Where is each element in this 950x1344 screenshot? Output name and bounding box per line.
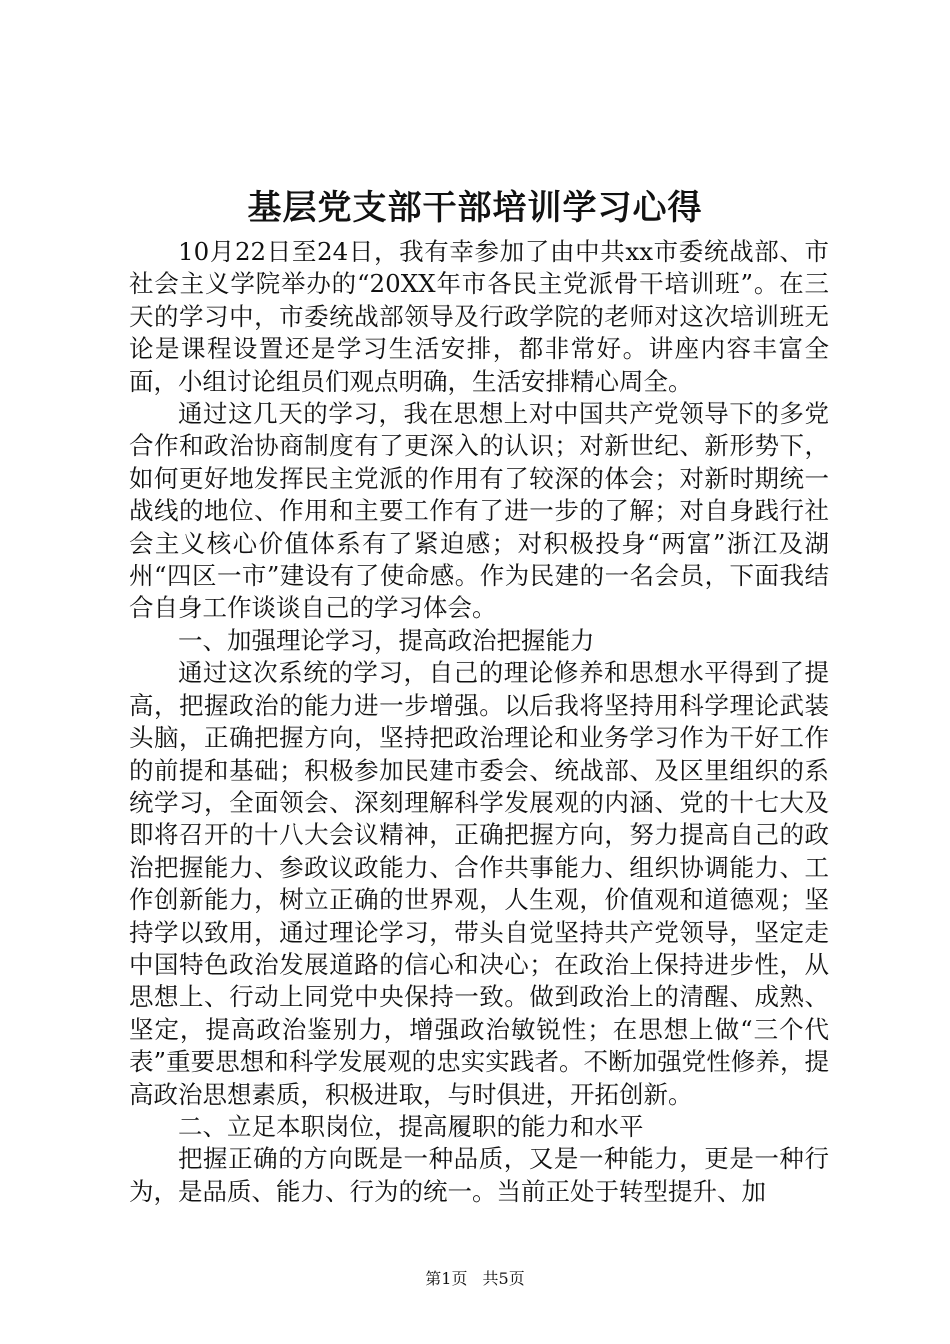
section-heading: 二、立足本职岗位，提高履职的能力和水平 [178, 1111, 644, 1141]
paragraph: 通过这次系统的学习，自己的理论修养和思想水平得到了提高，把握政治的能力进一步增强。以后我将坚持用科学理论武装头脑，正确把握方向，坚持把政治理论和业务学习作为干好工作的前提和基础；积极参加民建市委会、统战部、及区里组织的系统学习，全面领会、深刻理解科学发展观的内涵、党的十七大及即将召开的十八大会议精神，正确把握方向，努力提高自己的政治把握能力、参政议政能力、合作共事能力、组织协调能力、工作创新能力，树立正确的世界观，人生观，价值观和道德观；坚持学以致用，通过理论学习，带头自觉坚持共产党领导，坚定走中国特色政治发展道路的信心和决心；在政治上保持进步性，从思想上、行动上同党中央保持一致。做到政治上的清醒、成熟、坚定，提高政治鉴别力，增强政治敏锐性；在思想上做“三个代表”重要思想和科学发展观的忠实实践者。不断加强党性修养，提高政治思想素质，积极进取，与时俱进，开拓创新。 [129, 658, 829, 1109]
page-footer [0, 1268, 950, 1290]
paragraph: 通过这几天的学习，我在思想上对中国共产党领导下的多党合作和政治协商制度有了更深入的认识；对新世纪、新形势下，如何更好地发挥民主党派的作用有了较深的体会；对新时期统一战线的地位、作用和主要工作有了进一步的了解；对自身践行社会主义核心价值体系有了紧迫感；对积极投身“两富”浙江及湖州“四区一市”建设有了使命感。作为民建的一名会员，下面我结合自身工作谈谈自己的学习体会。 [129, 399, 829, 623]
document-title: 基层党支部干部培训学习心得 [247, 188, 703, 228]
page-number: 第1页 [425, 1269, 468, 1288]
paragraph: 把握正确的方向既是一种品质，又是一种能力，更是一种行为，是品质、能力、行为的统一。当前正处于转型提升、加 [129, 1144, 829, 1206]
section-heading: 一、加强理论学习，提高政治把握能力 [178, 625, 595, 655]
document-body [129, 236, 829, 1208]
paragraph: 10月22日至24日，我有幸参加了由中共xx市委统战部、市社会主义学院举办的“20XX年市各民主党派骨干培训班”。在三天的学习中，市委统战部领导及行政学院的老师对这次培训班无论是课程设置还是学习生活安排，都非常好。讲座内容丰富全面，小组讨论组员们观点明确，生活安排精心周全。 [129, 237, 829, 396]
page-total: 共5页 [482, 1269, 525, 1288]
